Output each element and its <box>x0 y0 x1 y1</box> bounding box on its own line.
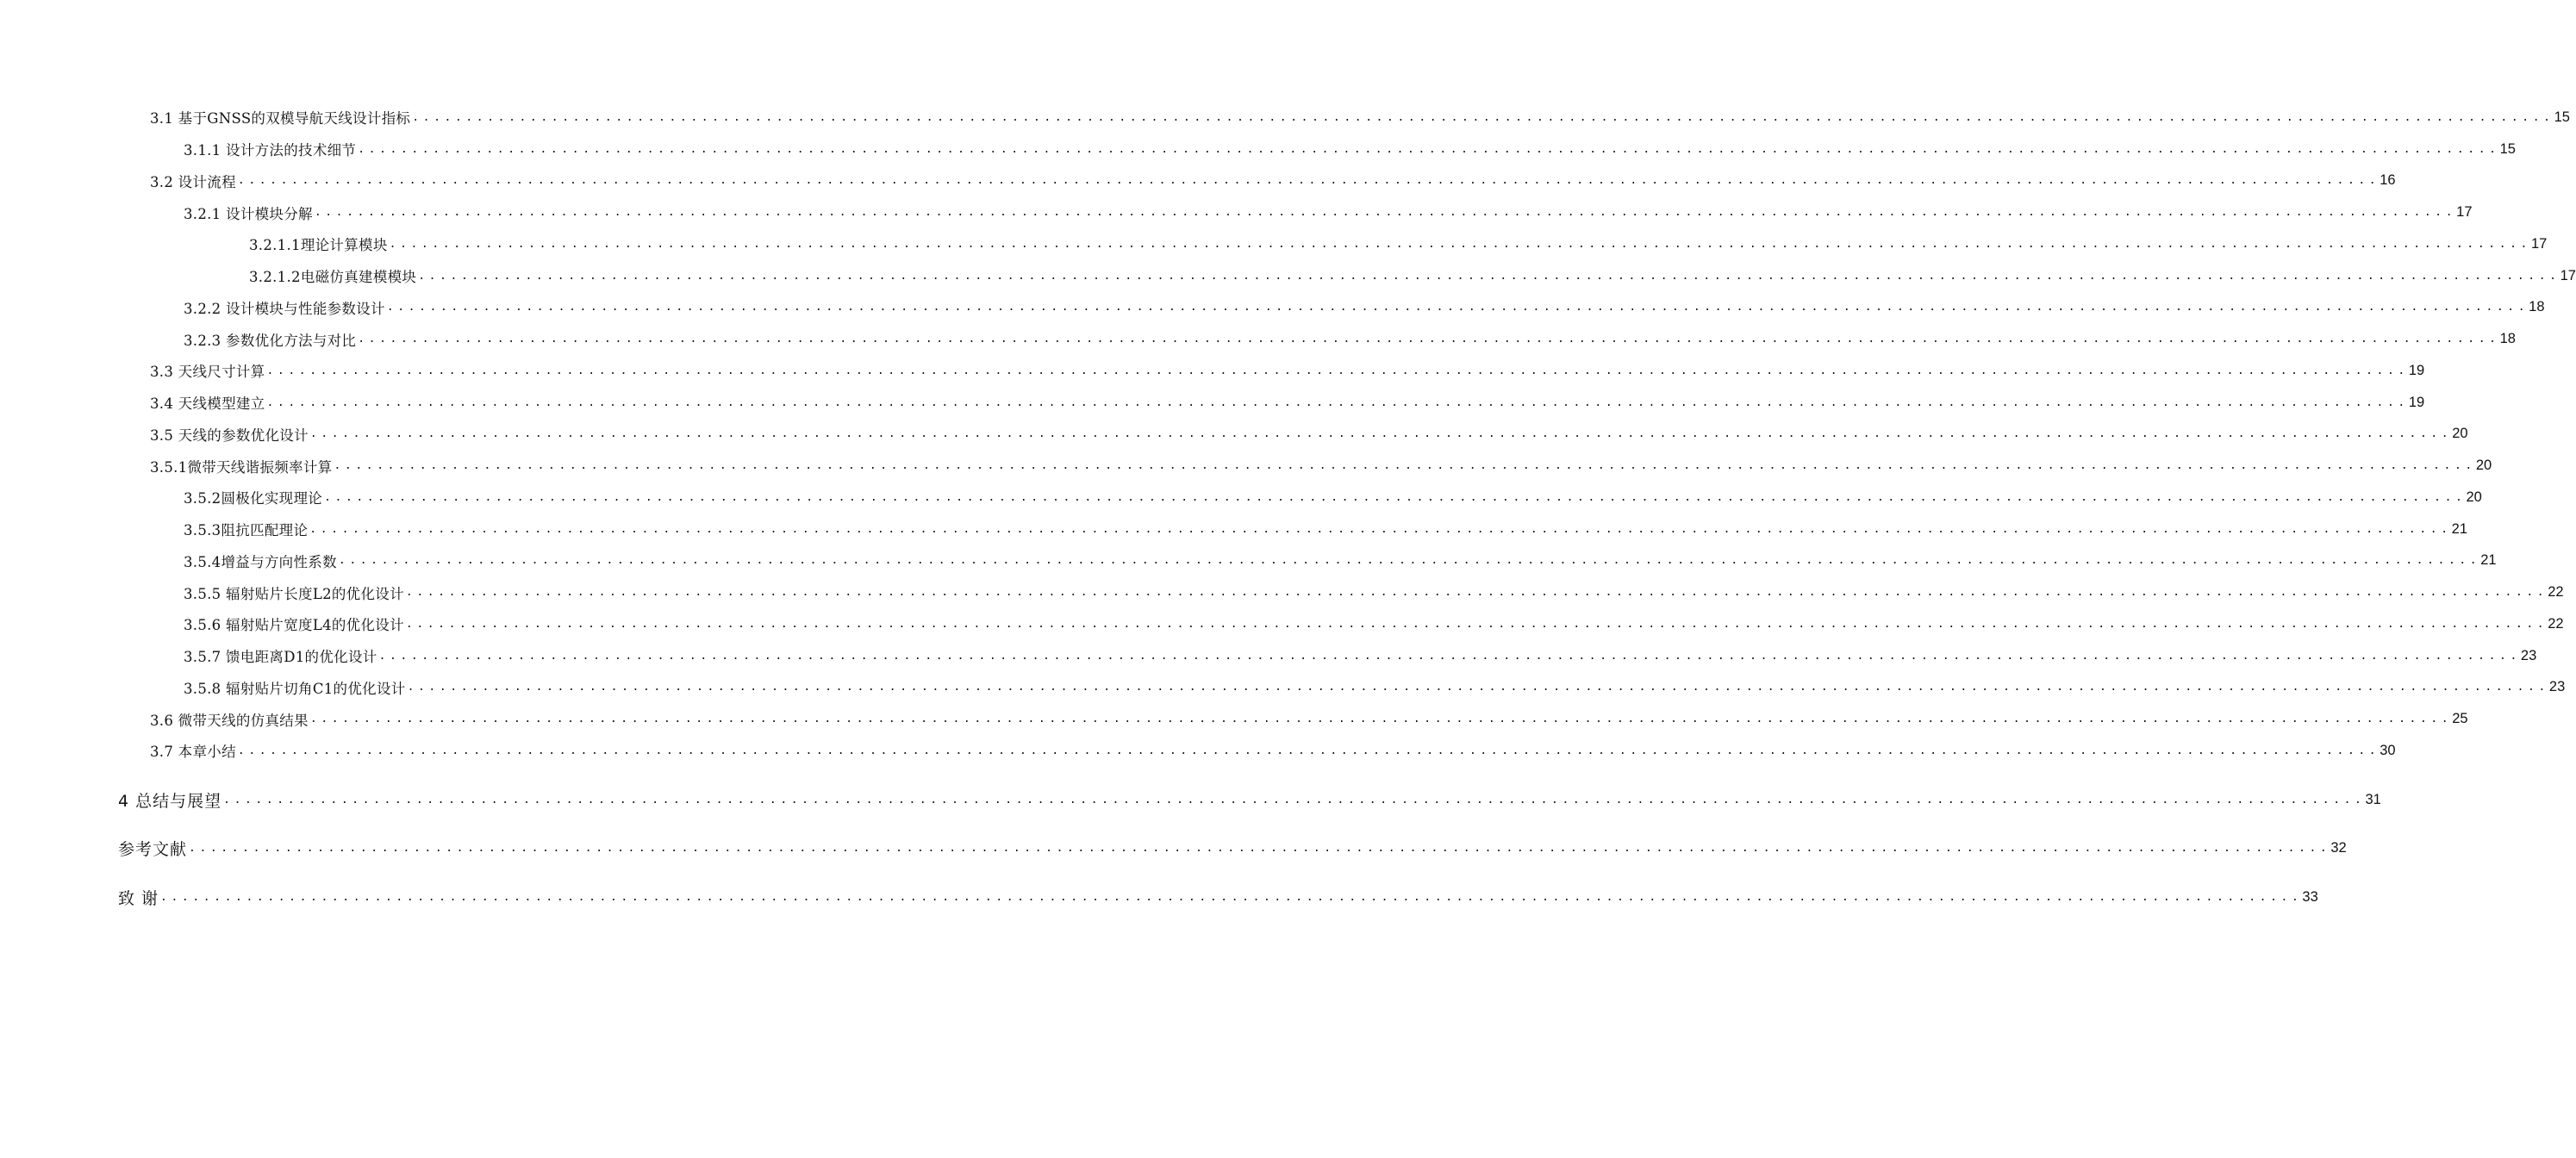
toc-entry-title: 3.5.3阻抗匹配理论 <box>184 522 309 539</box>
toc-leader-dots: ........................................................................................................................................................................................................ <box>237 744 2380 757</box>
toc-leader-dots: ........................................................................................................................................................................................................ <box>378 649 2521 663</box>
toc-entry[interactable] <box>249 260 2576 292</box>
toc-entry[interactable] <box>184 608 2564 640</box>
toc-entry-page-number: 21 <box>2480 552 2497 569</box>
toc-leader-dots: ........................................................................................................................................................................................................ <box>338 554 2481 568</box>
toc-leader-dots: ........................................................................................................................................................................................................ <box>405 586 2548 600</box>
toc-entry[interactable] <box>184 134 2516 165</box>
toc-entry-page-number: 15 <box>2554 109 2570 125</box>
toc-entry-page-number: 22 <box>2548 615 2564 632</box>
toc-entry[interactable] <box>150 703 2468 735</box>
toc-entry-title: 3.6 微带天线的仿真结果 <box>150 712 309 729</box>
toc-entry-page-number: 25 <box>2452 711 2468 727</box>
toc-entry[interactable] <box>150 387 2425 419</box>
toc-entry-title: 参考文献 <box>118 840 188 860</box>
toc-entry-title: 3.5.5 辐射贴片长度L2的优化设计 <box>184 585 404 602</box>
toc-entry-page-number: 19 <box>2408 394 2425 410</box>
toc-entry-page-number: 17 <box>2530 235 2548 252</box>
toc-entry-page-number: 22 <box>2548 584 2564 601</box>
toc-entry[interactable] <box>184 672 2566 704</box>
toc-entry-page-number: 18 <box>2529 299 2545 315</box>
toc-entry[interactable] <box>150 355 2425 387</box>
toc-leader-dots: ........................................................................................................................................................................................................ <box>358 333 2500 346</box>
toc-entry-title: 3.2.1 设计模块分解 <box>184 205 313 222</box>
toc-entry[interactable] <box>150 450 2492 482</box>
toc-entry-title: 3.5.7 馈电距离D1的优化设计 <box>184 649 377 666</box>
toc-entry[interactable] <box>249 228 2548 260</box>
toc-entry-page-number: 19 <box>2408 362 2425 378</box>
toc-entry-title: 3.4 天线模型建立 <box>150 395 265 413</box>
toc-entry[interactable] <box>184 323 2516 355</box>
toc-leader-dots: ........................................................................................................................................................................................................ <box>266 395 2409 409</box>
toc-entry[interactable] <box>150 165 2396 197</box>
toc-entry-title: 3.5.2圆极化实现理论 <box>184 490 323 507</box>
toc-leader-dots: ........................................................................................................................................................................................................ <box>407 681 2549 694</box>
toc-entry-page-number: 23 <box>2548 679 2566 695</box>
toc-entry-page-number: 20 <box>2475 458 2492 474</box>
toc-entry-title: 致 谢 <box>118 888 159 908</box>
toc-leader-dots: ........................................................................................................................................................................................................ <box>309 427 2453 441</box>
toc-entry-page-number: 21 <box>2451 520 2467 537</box>
toc-entry[interactable] <box>118 881 2318 913</box>
toc-leader-dots: ........................................................................................................................................................................................................ <box>160 890 2303 904</box>
toc-leader-dots: ........................................................................................................................................................................................................ <box>314 206 2457 220</box>
toc-leader-dots: ........................................................................................................................................................................................................ <box>358 142 2500 156</box>
toc-entry[interactable] <box>184 640 2537 672</box>
toc-leader-dots: ........................................................................................................................................................................................................ <box>412 110 2554 124</box>
toc-entry[interactable] <box>150 419 2468 451</box>
toc-entry-page-number: 17 <box>2456 204 2473 221</box>
toc-entry-title: 3.5.1微带天线谐振频率计算 <box>150 458 333 476</box>
toc-entry-page-number: 32 <box>2330 840 2347 856</box>
toc-entry-title: 3.5 天线的参数优化设计 <box>150 426 309 444</box>
toc-entry-page-number: 16 <box>2380 172 2396 189</box>
toc-entry[interactable] <box>118 832 2347 864</box>
toc-entry[interactable] <box>150 735 2396 767</box>
toc-leader-dots: ........................................................................................................................................................................................................ <box>386 301 2529 314</box>
toc-entry-title: 3.5.4增益与方向性系数 <box>184 553 337 570</box>
toc-entry-title: 3.5.6 辐射贴片宽度L4的优化设计 <box>184 617 404 634</box>
toc-entry-title: 3.2 设计流程 <box>150 173 236 190</box>
toc-entry[interactable] <box>184 196 2473 228</box>
toc-entry-page-number: 31 <box>2365 791 2381 807</box>
toc-entry[interactable] <box>184 576 2564 608</box>
toc-entry[interactable] <box>118 784 2381 816</box>
toc-entry-title: 4 总结与展望 <box>118 791 222 811</box>
toc-entry-page-number: 18 <box>2499 331 2516 347</box>
toc-entry-page-number: 20 <box>2466 489 2482 505</box>
toc-entry[interactable] <box>184 292 2545 324</box>
toc-entry[interactable] <box>184 545 2497 577</box>
toc-entry-title: 3.1 基于GNSS的双模导航天线设计指标 <box>150 110 411 128</box>
toc-leader-dots: ........................................................................................................................................................................................................ <box>324 490 2467 504</box>
toc-leader-dots: ........................................................................................................................................................................................................ <box>189 842 2331 856</box>
toc-leader-dots: ........................................................................................................................................................................................................ <box>237 174 2380 188</box>
toc-entry-page-number: 15 <box>2499 140 2516 157</box>
toc-entry-title: 3.5.8 辐射贴片切角C1的优化设计 <box>184 680 406 697</box>
toc-entry[interactable] <box>184 482 2482 514</box>
toc-leader-dots: ........................................................................................................................................................................................................ <box>223 793 2366 806</box>
toc-leader-dots: ........................................................................................................................................................................................................ <box>389 237 2531 251</box>
toc-entry-title: 3.3 天线尺寸计算 <box>150 364 265 381</box>
toc-entry-title: 3.2.2 设计模块与性能参数设计 <box>184 300 385 317</box>
toc-leader-dots: ........................................................................................................................................................................................................ <box>405 617 2548 631</box>
toc-entry-title: 3.2.3 参数优化方法与对比 <box>184 332 357 349</box>
toc-entry-page-number: 20 <box>2452 426 2468 442</box>
toc-entry-title: 3.7 本章小结 <box>150 744 236 761</box>
toc-leader-dots: ........................................................................................................................................................................................................ <box>334 459 2476 473</box>
toc-entry-title: 3.1.1 设计方法的技术细节 <box>184 142 357 159</box>
toc-leader-dots: ........................................................................................................................................................................................................ <box>418 269 2560 283</box>
toc-entry[interactable] <box>184 514 2467 545</box>
toc-entry-page-number: 30 <box>2380 742 2396 758</box>
toc-entry-page-number: 23 <box>2520 647 2537 663</box>
toc-entry[interactable] <box>150 102 2570 134</box>
toc-leader-dots: ........................................................................................................................................................................................................ <box>266 364 2409 377</box>
toc-leader-dots: ........................................................................................................................................................................................................ <box>309 713 2453 726</box>
toc-entry-page-number: 17 <box>2560 267 2576 283</box>
toc-entry-title: 3.2.1.2电磁仿真建模模块 <box>249 269 417 286</box>
toc-leader-dots: ........................................................................................................................................................................................................ <box>309 522 2452 536</box>
toc-entry-title: 3.2.1.1理论计算模块 <box>249 237 388 254</box>
toc-entry-page-number: 33 <box>2302 888 2318 905</box>
